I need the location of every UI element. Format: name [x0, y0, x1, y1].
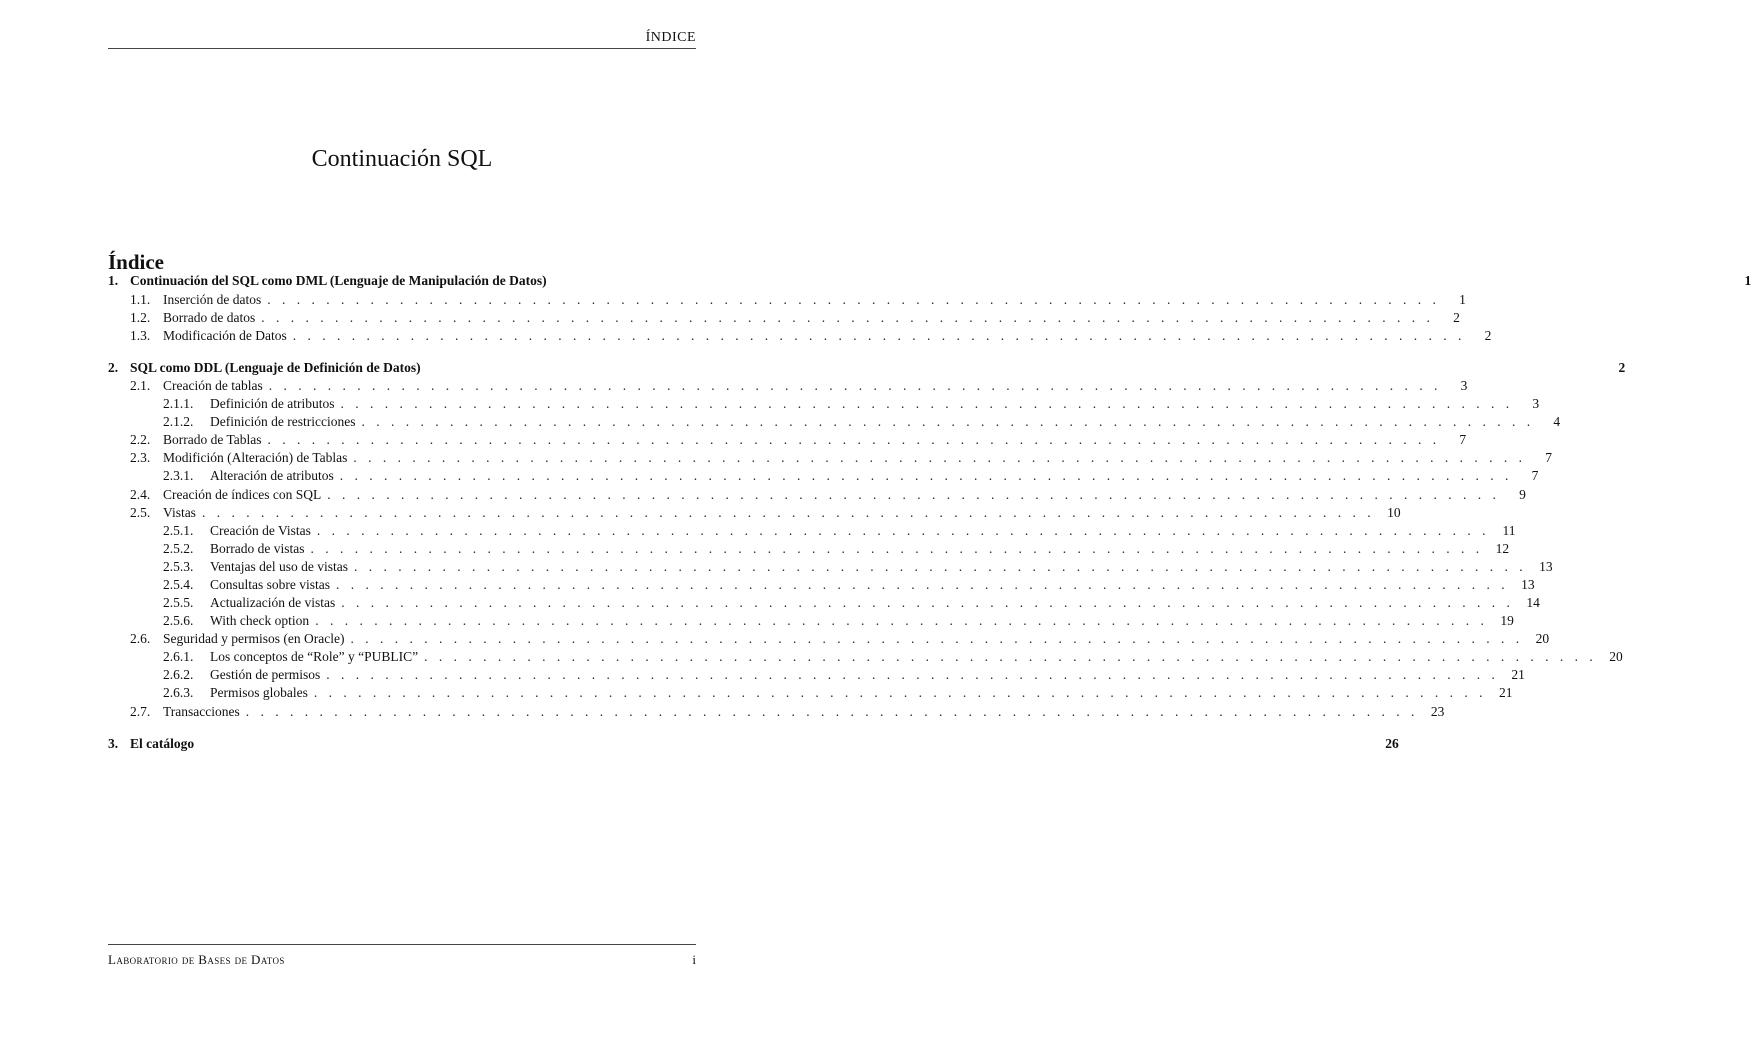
- toc-leader-dots: . . . . . . . . . . . . . . . . . . . . . . . . . . . . . . . . . . . . . . . . . . . . . . . . . . . . . . . . . . . . . . . . . . . . . . . . . . . . . . . .: [353, 450, 1526, 465]
- toc-entry[interactable]: [163, 648, 1623, 666]
- toc-entry-page: 1: [1459, 292, 1466, 307]
- toc-entry-number: 2.5.2.: [163, 541, 194, 556]
- toc-entry-page: 13: [1521, 577, 1535, 592]
- toc-entry-number: 2.: [108, 360, 119, 375]
- toc-leader-dots: . . . . . . . . . . . . . . . . . . . . . . . . . . . . . . . . . . . . . . . . . . . . . . . . . . . . . . . . . . . . . . . . . . . . . . . . . . . . . . . .: [353, 559, 1527, 574]
- toc-entry-number: 2.5.3.: [163, 559, 194, 574]
- toc-entry-title: Transacciones: [163, 704, 240, 719]
- toc-entry-number: 1.: [108, 273, 119, 288]
- toc-leader-dots: . . . . . . . . . . . . . . . . . . . . . . . . . . . . . . . . . . . . . . . . . . . . . . . . . . . . . . . . . . . . . . . . . . . . . . . . . . . . . . . .: [339, 468, 1513, 483]
- toc-entry-number: 2.5.6.: [163, 613, 194, 628]
- toc-entry-page: 3: [1532, 396, 1540, 411]
- toc-leader-dots: . . . . . . . . . . . . . . . . . . . . . . . . . . . . . . . . . . . . . . . . . . . . . . . . . . . . . . . . . . . . . . . . . . . . . . . . . . . . . . . .: [267, 432, 1441, 447]
- toc-entry[interactable]: [130, 291, 1466, 309]
- toc-entry-title: Definición de atributos: [210, 396, 335, 411]
- toc-leader-dots: . . . . . . . . . . . . . . . . . . . . . . . . . . . . . . . . . . . . . . . . . . . . . . . . . . . . . . . . . . . . . . . . . . . . . . . . . . . . . . . .: [340, 396, 1514, 411]
- toc-entry-title: Borrado de datos: [163, 310, 256, 325]
- toc-entry[interactable]: [163, 684, 1513, 702]
- toc-entry-number: 2.2.: [130, 432, 151, 447]
- toc-entry-title: Consultas sobre vistas: [210, 577, 330, 592]
- toc-leader-dots: . . . . . . . . . . . . . . . . . . . . . . . . . . . . . . . . . . . . . . . . . . . . . . . . . . . . . . . . . . . . . . . . . . . . . . . . . . . . . . . .: [350, 631, 1524, 646]
- toc-entry-title: Modificación de Datos: [163, 328, 287, 343]
- toc-entry-page: 2: [1453, 310, 1460, 325]
- toc-entry[interactable]: [163, 612, 1514, 630]
- running-header: ÍNDICE: [645, 30, 696, 45]
- toc-entry-title: Alteración de atributos: [210, 468, 334, 483]
- toc-entry-title: Gestión de permisos: [210, 667, 321, 682]
- toc-entry-title: Borrado de vistas: [210, 541, 305, 556]
- toc-entry-title: Permisos globales: [210, 685, 308, 700]
- toc-entry-number: 1.3.: [130, 328, 151, 343]
- toc-leader-dots: . . . . . . . . . . . . . . . . . . . . . . . . . . . . . . . . . . . . . . . . . . . . . . . . . . . . . . . . . . . . . . . . . . . . . . . . . . . . . . . .: [245, 704, 1419, 719]
- toc-entry-page: 2: [1484, 328, 1492, 343]
- toc-entry[interactable]: [130, 703, 1445, 721]
- toc-entry[interactable]: [163, 395, 1540, 413]
- toc-entry-number: 2.5.1.: [163, 523, 194, 538]
- toc-leader-dots: . . . . . . . . . . . . . . . . . . . . . . . . . . . . . . . . . . . . . . . . . . . . . . . . . . . . . . . . . . . . . . . . . . . . . . . . . . . . . . . .: [327, 487, 1500, 502]
- toc-entry-page: 14: [1526, 595, 1540, 610]
- toc-entry[interactable]: [163, 594, 1540, 612]
- toc-entry-number: 2.5.4.: [163, 577, 194, 592]
- toc-entry-page: 7: [1545, 450, 1552, 465]
- toc-entry[interactable]: [130, 449, 1552, 467]
- toc-leader-dots: . . . . . . . . . . . . . . . . . . . . . . . . . . . . . . . . . . . . . . . . . . . . . . . . . . . . . . . . . . . . . . . . . . . . . . . . . . . . . . . .: [201, 505, 1375, 520]
- toc-entry-number: 2.5.: [130, 505, 151, 520]
- toc-entry-page: 11: [1502, 523, 1516, 538]
- toc-entry[interactable]: [130, 327, 1492, 345]
- toc-entry[interactable]: [163, 413, 1561, 431]
- toc-entry-number: 2.4.: [130, 487, 151, 502]
- toc-entry-title: Creación de índices con SQL: [163, 487, 322, 502]
- toc-leader-dots: . . . . . . . . . . . . . . . . . . . . . . . . . . . . . . . . . . . . . . . . . . . . . . . . . . . . . . . . . . . . . . . . . . . . . . . . . . . . . . . .: [267, 292, 1440, 307]
- toc-entry-page: 2: [1618, 360, 1626, 375]
- toc-entry[interactable]: [163, 467, 1539, 485]
- toc-entry-title: Ventajas del uso de vistas: [210, 559, 348, 574]
- toc-entry[interactable]: [130, 630, 1550, 648]
- toc-entry[interactable]: [108, 735, 1399, 753]
- toc-entry[interactable]: [108, 359, 1626, 377]
- toc-entry[interactable]: [163, 558, 1553, 576]
- toc-entry-page: 10: [1387, 505, 1401, 520]
- toc-entry-title: With check option: [210, 613, 310, 628]
- toc-leader-dots: . . . . . . . . . . . . . . . . . . . . . . . . . . . . . . . . . . . . . . . . . . . . . . . . . . . . . . . . . . . . . . . . . . . . . . . . . . . . . . . .: [313, 685, 1487, 700]
- toc-entry-page: 1: [1744, 273, 1751, 288]
- toc-leader-dots: . . . . . . . . . . . . . . . . . . . . . . . . . . . . . . . . . . . . . . . . . . . . . . . . . . . . . . . . . . . . . . . . . . . . . . . . . . . . . . . .: [326, 667, 1499, 682]
- footer-page-number: i: [692, 952, 696, 967]
- toc-entry-number: 2.6.3.: [163, 685, 194, 700]
- toc-entry-title: Creación de Vistas: [210, 523, 311, 538]
- toc-entry-title: Modifición (Alteración) de Tablas: [163, 450, 348, 465]
- toc-entry-title: Inserción de datos: [163, 292, 262, 307]
- toc-entry[interactable]: [130, 377, 1468, 395]
- toc-leader-dots: . . . . . . . . . . . . . . . . . . . . . . . . . . . . . . . . . . . . . . . . . . . . . . . . . . . . . . . . . . . . . . . . . . . . . . . . . . . . . . . .: [361, 414, 1535, 429]
- toc-entry-page: 21: [1499, 685, 1513, 700]
- toc-leader-dots: . . . . . . . . . . . . . . . . . . . . . . . . . . . . . . . . . . . . . . . . . . . . . . . . . . . . . . . . . . . . . . . . . . . . . . . . . . . . . . . .: [336, 577, 1509, 592]
- toc-entry-number: 2.3.: [130, 450, 151, 465]
- toc-entry[interactable]: [163, 666, 1525, 684]
- toc-entry-number: 2.1.: [130, 378, 151, 393]
- toc-leader-dots: . . . . . . . . . . . . . . . . . . . . . . . . . . . . . . . . . . . . . . . . . . . . . . . . . . . . . . . . . . . . . . . . . . . . . . . . . . . . . . . .: [292, 328, 1466, 343]
- toc-entry-number: 2.6.2.: [163, 667, 194, 682]
- toc-entry-title: Seguridad y permisos (en Oracle): [163, 631, 345, 646]
- toc-entry-page: 13: [1539, 559, 1553, 574]
- toc-entry-title: Vistas: [163, 505, 196, 520]
- document-title: Continuación SQL: [311, 146, 493, 173]
- toc-entry-page: 23: [1430, 704, 1445, 719]
- toc-entry-page: 3: [1460, 378, 1468, 393]
- toc-entry[interactable]: [163, 540, 1510, 558]
- toc-entry-page: 7: [1531, 468, 1539, 483]
- toc-entry-page: 9: [1519, 487, 1526, 502]
- toc-entry-page: 4: [1553, 414, 1561, 429]
- toc-entry-title: Creación de tablas: [163, 378, 263, 393]
- toc-entry[interactable]: [130, 486, 1526, 504]
- footer-course-title: Laboratorio de Bases de Datos: [108, 952, 285, 967]
- toc-entry-number: 2.5.5.: [163, 595, 194, 610]
- toc-entry-number: 1.2.: [130, 310, 151, 325]
- toc-entry[interactable]: [130, 431, 1467, 449]
- toc-entry-number: 2.7.: [130, 704, 151, 719]
- toc-entry-title: SQL como DDL (Lenguaje de Definición de Datos): [130, 360, 421, 375]
- toc-entry-page: 26: [1385, 736, 1399, 751]
- toc-leader-dots: . . . . . . . . . . . . . . . . . . . . . . . . . . . . . . . . . . . . . . . . . . . . . . . . . . . . . . . . . . . . . . . . . . . . . . . . . . . . . . . .: [316, 523, 1490, 538]
- toc-entry-title: Los conceptos de “Role” y “PUBLIC”: [210, 649, 419, 664]
- toc-entry-page: 21: [1511, 667, 1525, 682]
- toc-entry-number: 2.1.2.: [163, 414, 194, 429]
- toc-entry-number: 2.6.: [130, 631, 151, 646]
- toc-entry-page: 12: [1495, 541, 1510, 556]
- toc-entry-title: El catálogo: [130, 736, 195, 751]
- toc-leader-dots: . . . . . . . . . . . . . . . . . . . . . . . . . . . . . . . . . . . . . . . . . . . . . . . . . . . . . . . . . . . . . . . . . . . . . . . . . . . . . . . .: [310, 541, 1484, 556]
- toc-entry-page: 19: [1500, 613, 1514, 628]
- toc-entry-number: 2.1.1.: [163, 396, 194, 411]
- toc-leader-dots: . . . . . . . . . . . . . . . . . . . . . . . . . . . . . . . . . . . . . . . . . . . . . . . . . . . . . . . . . . . . . . . . . . . . . . . . . . . . . . . .: [261, 310, 1434, 325]
- toc-heading: Índice: [108, 250, 165, 275]
- toc-leader-dots: . . . . . . . . . . . . . . . . . . . . . . . . . . . . . . . . . . . . . . . . . . . . . . . . . . . . . . . . . . . . . . . . . . . . . . . . . . . . . . . .: [315, 613, 1488, 628]
- toc-entry-title: Continuación del SQL como DML (Lenguaje de Manipulación de Datos): [130, 273, 547, 288]
- toc-entry-number: 2.3.1.: [163, 468, 194, 483]
- toc-entry-page: 20: [1535, 631, 1550, 646]
- toc-entry[interactable]: [130, 309, 1460, 327]
- footer-rule: [108, 944, 696, 945]
- toc-entry-title: Borrado de Tablas: [163, 432, 262, 447]
- toc-entry-title: Actualización de vistas: [210, 595, 336, 610]
- toc-leader-dots: . . . . . . . . . . . . . . . . . . . . . . . . . . . . . . . . . . . . . . . . . . . . . . . . . . . . . . . . . . . . . . . . . . . . . . . . . . . . . . . .: [341, 595, 1514, 610]
- toc-entry-page: 7: [1459, 432, 1467, 447]
- toc-entry-number: 2.6.1.: [163, 649, 194, 664]
- toc-entry-title: Definición de restricciones: [210, 414, 356, 429]
- toc-entry[interactable]: [163, 576, 1535, 594]
- toc-entry[interactable]: [163, 522, 1516, 540]
- toc-entry-page: 20: [1609, 649, 1623, 664]
- toc-leader-dots: . . . . . . . . . . . . . . . . . . . . . . . . . . . . . . . . . . . . . . . . . . . . . . . . . . . . . . . . . . . . . . . . . . . . . . . . . . . . . . . .: [268, 378, 1442, 393]
- toc-entry-number: 3.: [108, 736, 119, 751]
- toc-entry[interactable]: [108, 272, 1751, 290]
- toc-entry-number: 1.1.: [130, 292, 151, 307]
- toc-leader-dots: . . . . . . . . . . . . . . . . . . . . . . . . . . . . . . . . . . . . . . . . . . . . . . . . . . . . . . . . . . . . . . . . . . . . . . . . . . . . . . . .: [424, 649, 1597, 664]
- toc-entry[interactable]: [130, 504, 1401, 522]
